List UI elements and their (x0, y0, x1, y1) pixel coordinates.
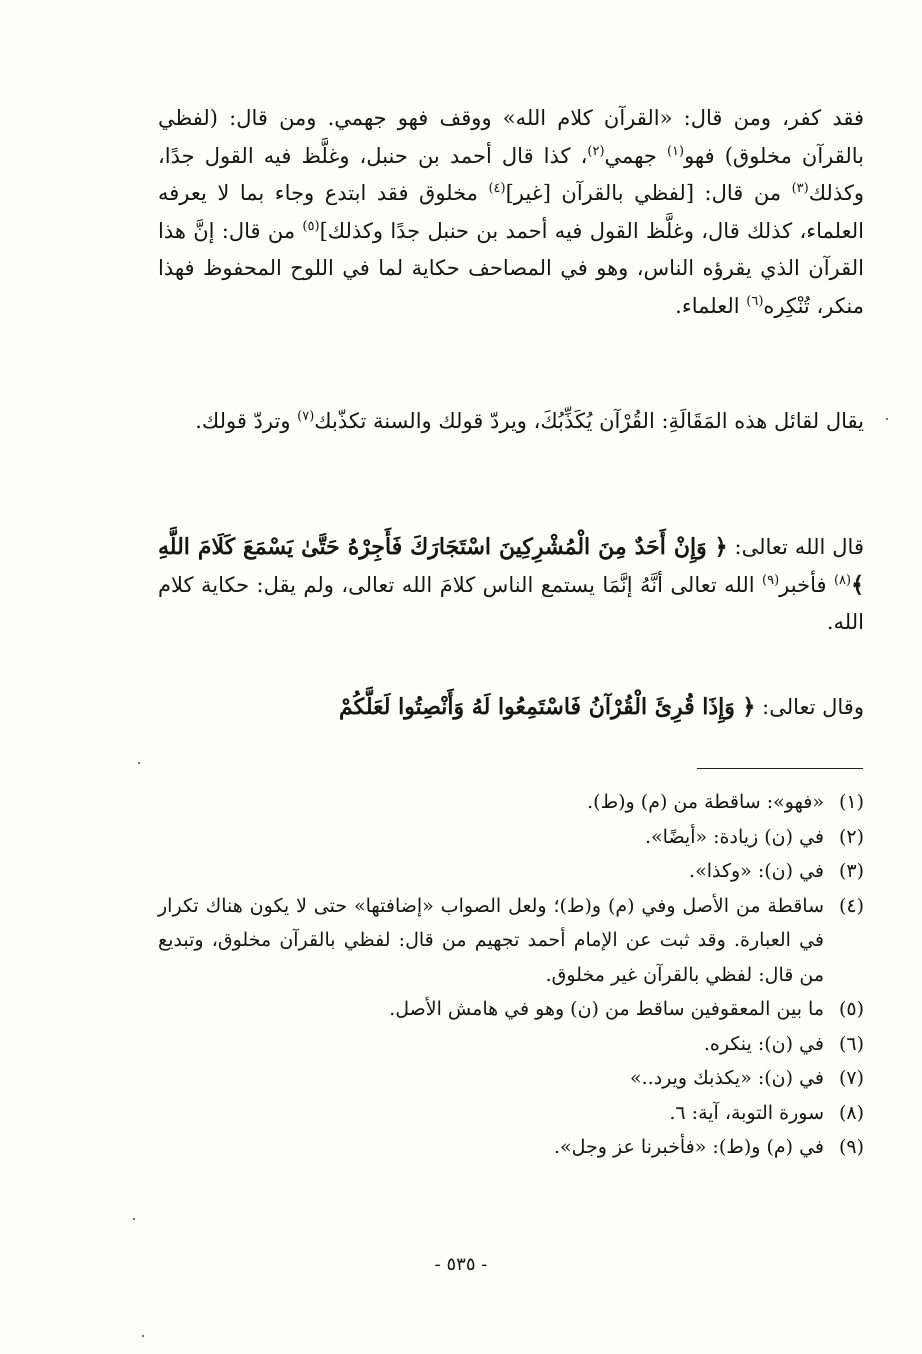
paragraph-text: قال الله تعالى: (727, 535, 864, 559)
footnote (158, 889, 864, 993)
paragraph-text: وقال تعالى: (755, 695, 864, 719)
paragraph-text: ، كذا قال أحمد بن حنبل، وغلَّظ فيه القول جدًا، وكذلك (158, 143, 864, 205)
footnote-text: في (ن) زيادة: «أيضًا». (644, 825, 824, 848)
footnote-number: (٧) (838, 1067, 864, 1089)
footnote (158, 1027, 864, 1062)
body-paragraph (158, 100, 864, 325)
footnote-text: ما بين المعقوفين ساقط من (ن) وهو في هامش الأصل. (389, 998, 824, 1020)
footnote-reference: (١) (666, 143, 685, 159)
body-paragraph (158, 529, 864, 642)
paragraph-text: مخلوق فقد ابتدع وجاء بما لا يعرفه العلماء، كذلك قال، وغلَّظ القول فيه أحمد بن حنبل جدًا وكذلك] (158, 181, 864, 243)
quran-verse: ﴿ وَإِذَا قُرِئَ الْقُرْآنُ فَاسْتَمِعُوا لَهُ وَأَنْصِتُوا لَعَلَّكُمْ (339, 694, 756, 720)
footnote (158, 1061, 864, 1096)
footnote-number: (١) (838, 791, 864, 813)
footnote-text: «فهو»: ساقطة من (م) و(ط). (587, 791, 824, 813)
footnote-text: في (م) و(ط): «فأخبرنا عز وجل». (553, 1136, 824, 1158)
footnote (158, 1130, 864, 1165)
footnote-number: (٦) (838, 1032, 864, 1055)
scan-speck (142, 1335, 144, 1337)
footnote-reference: (٩) (762, 572, 780, 588)
quran-verse: ﴿ وَإِنْ أَحَدٌ مِنَ الْمُشْرِكِينَ اسْتَجَارَكَ فَأَجِرْهُ حَتَّىٰ يَسْمَعَ كَلَامَ اللَّهِ ﴾ (158, 534, 864, 598)
footnote-reference: (٦) (746, 293, 764, 309)
footnote-reference: (٣) (791, 181, 809, 196)
paragraph-text: من قال: إنَّ هذا القرآن الذي يقرؤه الناس، وهو في المصاحف حكاية لما في اللوح المحفوظ فهذا منكر، تُنْكِره (158, 218, 864, 318)
paragraph-text: يقال لقائل هذه المَقَالَةِ: القُرْآن يُكَذِّبُكَ، ويردّ قولك والسنة تكذّبك (314, 409, 864, 433)
paragraph-text: من قال: [لفظي بالقرآن [غير] (505, 181, 792, 205)
footnote-number: (٩) (838, 1136, 864, 1158)
footnote-number: (٨) (838, 1101, 864, 1124)
footnote (158, 785, 864, 820)
footnote-text: في (ن): ينكره. (703, 1032, 824, 1055)
body-paragraph (158, 403, 864, 441)
footnote (158, 1096, 864, 1131)
footnote (158, 992, 864, 1027)
footnote-reference: (٧) (297, 409, 315, 424)
footnote-divider (697, 768, 863, 769)
footnote-text: في (ن): «وكذا». (689, 860, 824, 882)
body-paragraph (158, 689, 864, 727)
footnotes-list (158, 785, 864, 1165)
paragraph-text: وتردّ قولك. (195, 409, 298, 433)
footnote-reference: (٥) (302, 218, 320, 234)
footnote-number: (٢) (838, 825, 864, 848)
paragraph-text: جهمي (604, 143, 667, 168)
footnote-number: (٣) (838, 860, 864, 882)
footnote-number: (٥) (838, 998, 864, 1020)
footnote-text: في (ن): «يكذبك ويرد..» (629, 1067, 824, 1089)
paragraph-text: فقد كفر، ومن قال: «القرآن كلام الله» ووقف فهو جهمي. ومن قال: (لفظي بالقرآن مخلوق) فهو (158, 106, 864, 168)
footnote-reference: (٤) (488, 181, 506, 196)
footnote (158, 820, 864, 855)
paragraph-text: العلماء. (675, 293, 747, 318)
footnote-text: سورة التوبة، آية: ٦. (669, 1101, 824, 1124)
scan-speck (886, 418, 888, 420)
paragraph-text: الله تعالى أنَّهُ إنَّمَا يستمع الناس كلامَ الله تعالى، ولم يقل: حكاية كلام الله. (158, 572, 864, 634)
scan-speck (138, 762, 140, 764)
page-number: - ٥٣٥ - (434, 1254, 488, 1275)
footnote-text: ساقطة من الأصل وفي (م) و(ط)؛ ولعل الصواب «إضافتها» حتى لا يكون هناك تكرار في العبارة. وقد ثبت عن الإمام أحمد تجهيم من قال: لفظي بالقرآن مخلوق، وتبديع من قال: لفظي بالقرآن غير مخلوق. (158, 894, 824, 986)
footnote-reference: (٢) (587, 143, 605, 159)
paragraph-text: فأخبر (779, 572, 834, 597)
footnote-number: (٤) (838, 894, 864, 917)
scan-speck (133, 1218, 135, 1220)
footnote (158, 854, 864, 889)
footnote-reference: (٨) (833, 572, 852, 588)
